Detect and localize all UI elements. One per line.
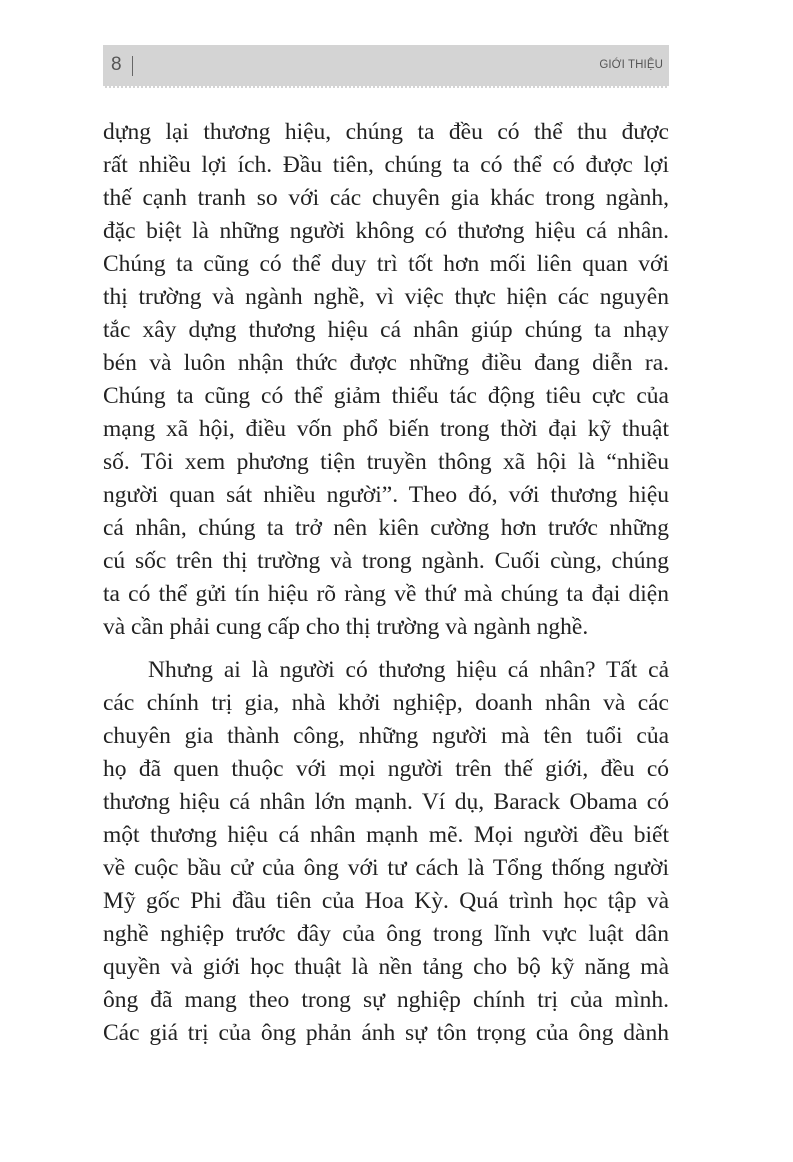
text-line: mạng xã hội, điều vốn phổ biến trong thời đại kỹ thuật (103, 416, 669, 442)
page-number: 8 (111, 54, 122, 75)
text-line: về cuộc bầu cử của ông với tư cách là Tổng thống người (103, 855, 669, 881)
text-line: dựng lại thương hiệu, chúng ta đều có thể thu được (103, 119, 669, 145)
header-separator (132, 56, 133, 76)
text-line: người quan sát nhiều người”. Theo đó, với thương hiệu (103, 482, 669, 508)
text-line: bén và luôn nhận thức được những điều đang diễn ra. (103, 350, 669, 376)
text-line: số. Tôi xem phương tiện truyền thông xã hội là “nhiều (103, 449, 669, 475)
text-line: rất nhiều lợi ích. Đầu tiên, chúng ta có thể có được lợi (103, 152, 669, 178)
text-line: thương hiệu cá nhân lớn mạnh. Ví dụ, Barack Obama có (103, 789, 669, 815)
text-line: Chúng ta cũng có thể giảm thiểu tác động tiêu cực của (103, 383, 669, 409)
text-line: thị trường và ngành nghề, vì việc thực hiện các nguyên (103, 284, 669, 310)
text-line: chuyên gia thành công, những người mà tên tuổi của (103, 723, 669, 749)
text-line: một thương hiệu cá nhân mạnh mẽ. Mọi người đều biết (103, 822, 669, 848)
text-line: quyền và giới học thuật là nền tảng cho bộ kỹ năng mà (103, 954, 669, 980)
text-line: thế cạnh tranh so với các chuyên gia khác trong ngành, (103, 185, 669, 211)
text-line: họ đã quen thuộc với mọi người trên thế giới, đều có (103, 756, 669, 782)
text-line: cú sốc trên thị trường và trong ngành. Cuối cùng, chúng (103, 548, 669, 574)
text-line: và cần phải cung cấp cho thị trường và ngành nghề. (103, 614, 589, 640)
paragraph-1 (103, 116, 669, 644)
text-line: nghề nghiệp trước đây của ông trong lĩnh vực luật dân (103, 921, 669, 947)
text-line: ta có thể gửi tín hiệu rõ ràng về thứ mà chúng ta đại diện (103, 581, 669, 607)
paragraph-gap (103, 644, 669, 654)
text-line: đặc biệt là những người không có thương hiệu cá nhân. (103, 218, 669, 244)
running-header (103, 45, 669, 88)
text-line: ông đã mang theo trong sự nghiệp chính trị của mình. (103, 987, 669, 1013)
text-line: các chính trị gia, nhà khởi nghiệp, doanh nhân và các (103, 690, 669, 716)
section-title: GIỚI THIỆU (599, 59, 663, 71)
paragraph-2 (103, 654, 669, 1050)
text-line: cá nhân, chúng ta trở nên kiên cường hơn trước những (103, 515, 669, 541)
text-line: Chúng ta cũng có thể duy trì tốt hơn mối liên quan với (103, 251, 669, 277)
text-line: Các giá trị của ông phản ánh sự tôn trọng của ông dành (103, 1020, 669, 1046)
body-text (103, 116, 669, 1050)
text-line: Mỹ gốc Phi đầu tiên của Hoa Kỳ. Quá trình học tập và (103, 888, 669, 914)
text-line: Nhưng ai là người có thương hiệu cá nhân? Tất cả (148, 657, 669, 683)
text-line: tắc xây dựng thương hiệu cá nhân giúp chúng ta nhạy (103, 317, 669, 343)
